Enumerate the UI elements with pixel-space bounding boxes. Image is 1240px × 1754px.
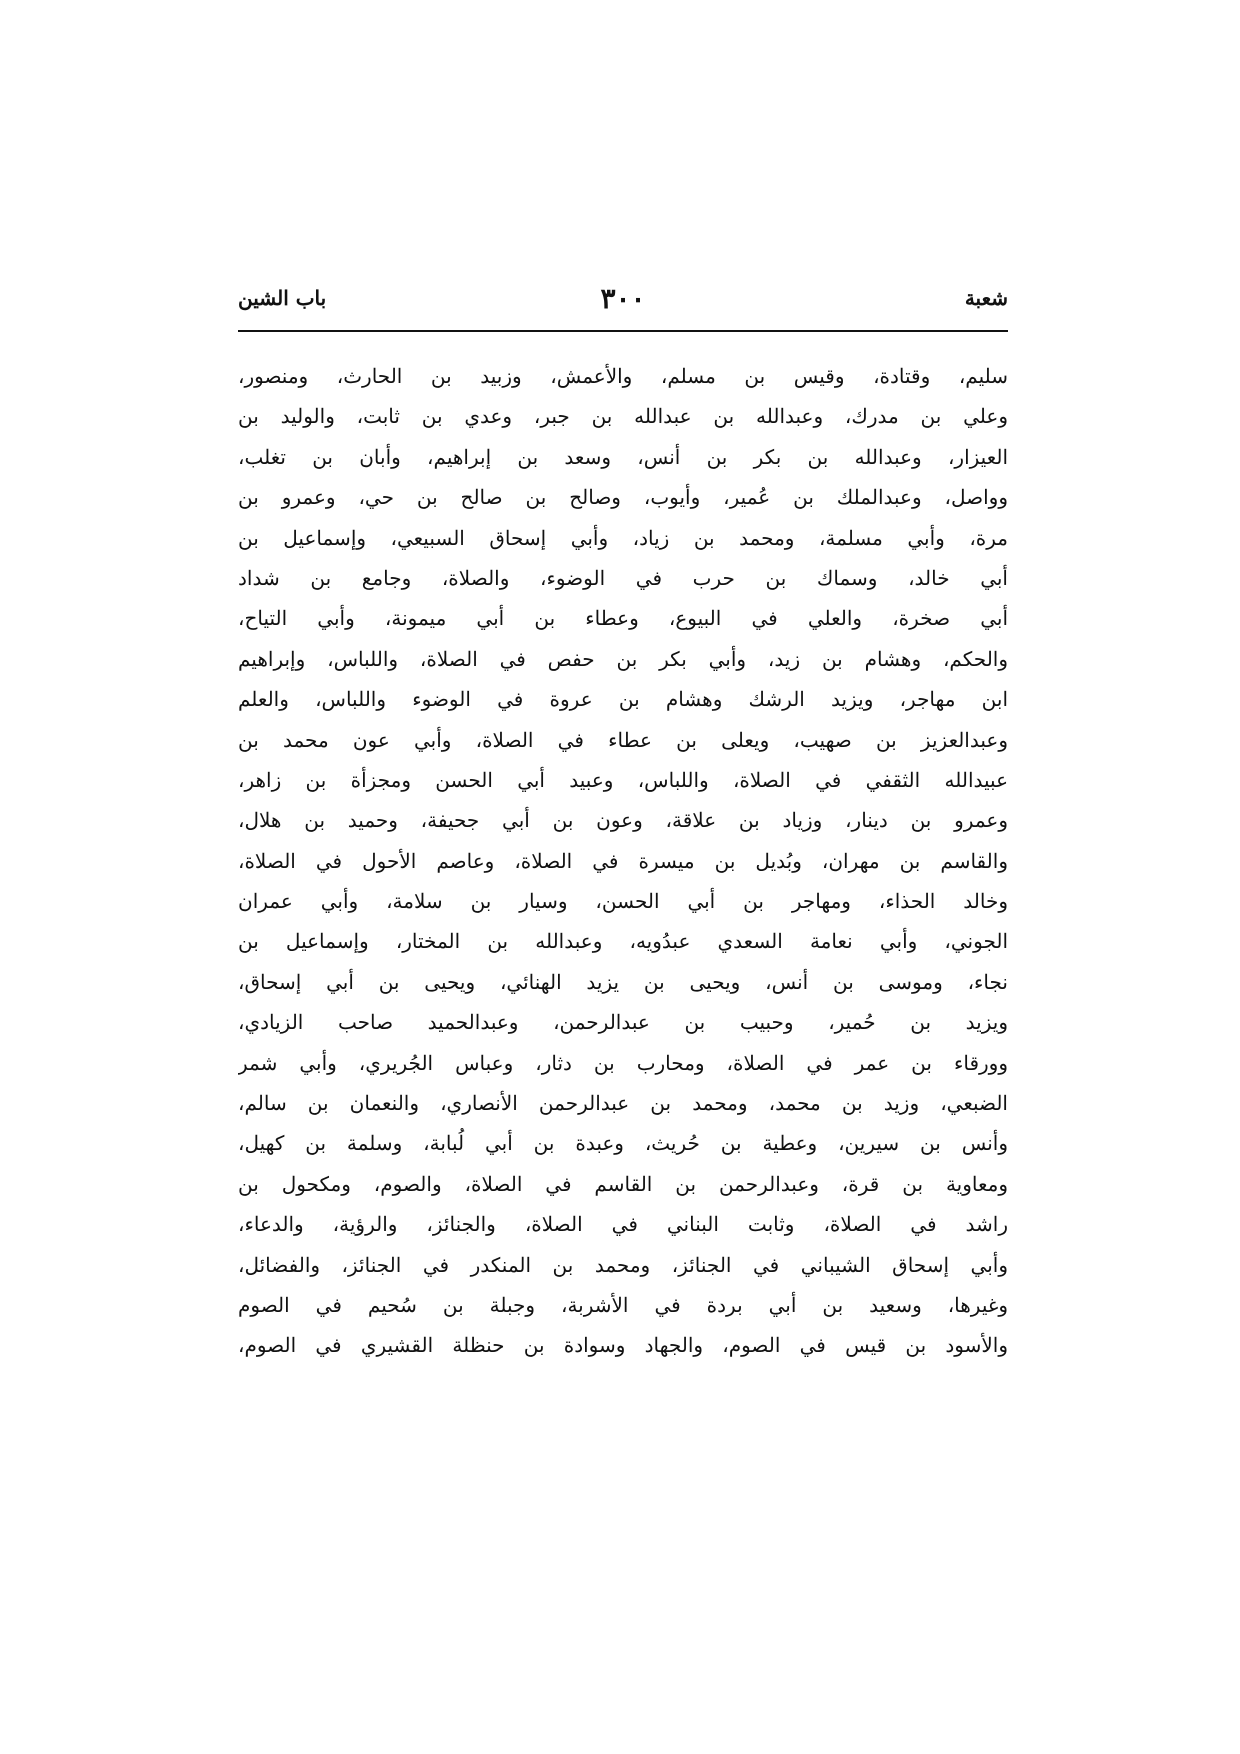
text-line: وخالد الحذاء، ومهاجر بن أبي الحسن، وسيار بن سلامة، وأبي عمران: [238, 889, 1008, 914]
header-section-name: شعبة: [964, 286, 1008, 310]
text-line: عبيدالله الثقفي في الصلاة، واللباس، وعبيد أبي الحسن ومجزأة بن زاهر،: [238, 767, 1008, 792]
text-line: الضبعي، وزيد بن محمد، ومحمد بن عبدالرحمن الأنصاري، والنعمان بن سالم،: [238, 1091, 1008, 1116]
text-line: العيزار، وعبدالله بن بكر بن أنس، وسعد بن إبراهيم، وأبان بن تغلب،: [238, 444, 1008, 469]
page-number: ٣٠٠: [600, 282, 646, 315]
text-line: والحكم، وهشام بن زيد، وأبي بكر بن حفص في الصلاة، واللباس، وإبراهيم: [238, 646, 1008, 671]
text-line: مرة، وأبي مسلمة، ومحمد بن زياد، وأبي إسحاق السبيعي، وإسماعيل بن: [238, 525, 1008, 550]
text-line: راشد في الصلاة، وثابت البناني في الصلاة، والجنائز، والرؤية، والدعاء،: [238, 1212, 1008, 1237]
text-line: وأبي إسحاق الشيباني في الجنائز، ومحمد بن المنكدر في الجنائز، والفضائل،: [238, 1252, 1008, 1277]
text-line: وورقاء بن عمر في الصلاة، ومحارب بن دثار، وعباس الجُريري، وأبي شمر: [238, 1050, 1008, 1075]
text-line: والأسود بن قيس في الصوم، والجهاد وسوادة بن حنظلة القشيري في الصوم،: [238, 1333, 1008, 1358]
text-line: أبي صخرة، والعلي في البيوع، وعطاء بن أبي ميمونة، وأبي التياح،: [238, 606, 1008, 631]
text-line: وأنس بن سيرين، وعطية بن حُريث، وعبدة بن أبي لُبابة، وسلمة بن كهيل،: [238, 1131, 1008, 1156]
text-line: أبي خالد، وسماك بن حرب في الوضوء، والصلاة، وجامع بن شداد: [238, 565, 1008, 590]
header-rule: [238, 330, 1008, 332]
text-line: ويزيد بن حُمير، وحبيب بن عبدالرحمن، وعبدالحميد صاحب الزيادي،: [238, 1010, 1008, 1035]
text-line: ابن مهاجر، ويزيد الرشك وهشام بن عروة في الوضوء واللباس، والعلم: [238, 687, 1008, 712]
text-line: سليم، وقتادة، وقيس بن مسلم، والأعمش، وزبيد بن الحارث، ومنصور،: [238, 364, 1008, 388]
body-text: [238, 356, 1008, 1366]
text-line: وواصل، وعبدالملك بن عُمير، وأيوب، وصالح بن صالح بن حي، وعمرو بن: [238, 485, 1008, 510]
text-line: وعمرو بن دينار، وزياد بن علاقة، وعون بن أبي جحيفة، وحميد بن هلال،: [238, 808, 1008, 833]
text-line: نجاء، وموسى بن أنس، ويحيى بن يزيد الهنائي، ويحيى بن أبي إسحاق،: [238, 969, 1008, 994]
header-chapter-title: باب الشين: [238, 286, 327, 310]
text-line: وعلي بن مدرك، وعبدالله بن عبدالله بن جبر، وعدي بن ثابت، والوليد بن: [238, 404, 1008, 429]
text-line: وغيرها، وسعيد بن أبي بردة في الأشربة، وجبلة بن سُحيم في الصوم: [238, 1292, 1008, 1317]
text-line: والقاسم بن مهران، وبُديل بن ميسرة في الصلاة، وعاصم الأحول في الصلاة،: [238, 848, 1008, 873]
page-header: [238, 282, 1008, 330]
text-line: ومعاوية بن قرة، وعبدالرحمن بن القاسم في الصلاة، والصوم، ومكحول بن: [238, 1171, 1008, 1196]
text-line: وعبدالعزيز بن صهيب، ويعلى بن عطاء في الصلاة، وأبي عون محمد بن: [238, 727, 1008, 752]
text-line: الجوني، وأبي نعامة السعدي عبدُويه، وعبدالله بن المختار، وإسماعيل بن: [238, 929, 1008, 954]
